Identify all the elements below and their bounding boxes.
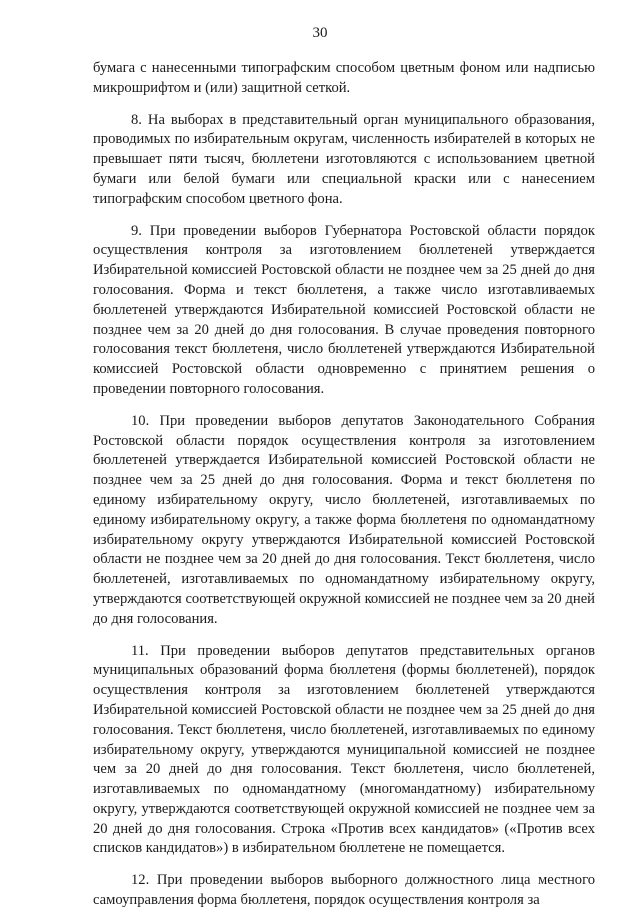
paragraph-continuation: бумага с нанесенными типографским способом цветным фоном или надписью микрошрифтом и (или) защитной сеткой. [93,60,595,96]
document-body [93,59,595,911]
paragraph-item-11: 11. При проведении выборов депутатов представительных органов муниципальных образований форма бюллетеня (формы бюллетеней), порядок осуществления контроля за изготовлением бюллетеней утверждаются Избирательной комиссией Ростовской области не позднее чем за 25 дней до дня голосования. Текст бюллетеня, число бюллетеней, изготавливаемых по единому избирательному округу, утверждаются муниципальной комиссией не позднее чем за 20 дней до дня голосования. Текст бюллетеня, число бюллетеней, изготавливаемых по одномандатному (многомандатному) избирательному округу, утверждаются соответствующей окружной комиссией не позднее чем за 20 дней до дня голосования. Строка «Против всех кандидатов» («Против всех списков кандидатов») в избирательном бюллетене не помещается. [93,642,595,857]
paragraph-item-10: 10. При проведении выборов депутатов Законодательного Собрания Ростовской области порядок осуществления контроля за изготовлением бюллетеней утверждается Избирательной комиссией Ростовской области не позднее чем за 25 дней до дня голосования. Форма и текст бюллетеня по единому избирательному округу, число бюллетеней, изготавливаемых по единому избирательному округу, а также форма бюллетеня по одномандатному избирательному округу утверждаются Избирательной комиссией Ростовской области не позднее чем за 20 дней до дня голосования. Текст бюллетеня, число бюллетеней, изготавливаемых по одномандатному избирательному округу, утверждаются соответствующей окружной комиссией не позднее чем за 20 дней до дня голосования. [93,412,595,627]
page-number: 30 [312,25,328,41]
paragraph-item-8: 8. На выборах в представительный орган муниципального образования, проводимых по избирательным округам, численность избирателей в которых не превышает пяти тысяч, бюллетени изготовляются с использованием цветной бумаги или белой бумаги или специальной краски или с нанесением типографским способом цветного фона. [93,111,595,207]
paragraph-item-12: 12. При проведении выборов выборного должностного лица местного самоуправления форма бюллетеня, порядок осуществления контроля за [93,872,595,909]
paragraph-item-9: 9. При проведении выборов Губернатора Ростовской области порядок осуществления контроля за изготовлением бюллетеней утверждается Избирательной комиссией Ростовской области не позднее чем за 25 дней до дня голосования. Форма и текст бюллетеня, а также число изготавливаемых бюллетеней утверждаются Избирательной комиссией Ростовской области не позднее чем за 20 дней до дня голосования. В случае проведения повторного голосования текст бюллетеня, число бюллетеней утверждаются Избирательной комиссией Ростовской области одновременно с принятием решения о проведении повторного голосования. [93,222,595,397]
